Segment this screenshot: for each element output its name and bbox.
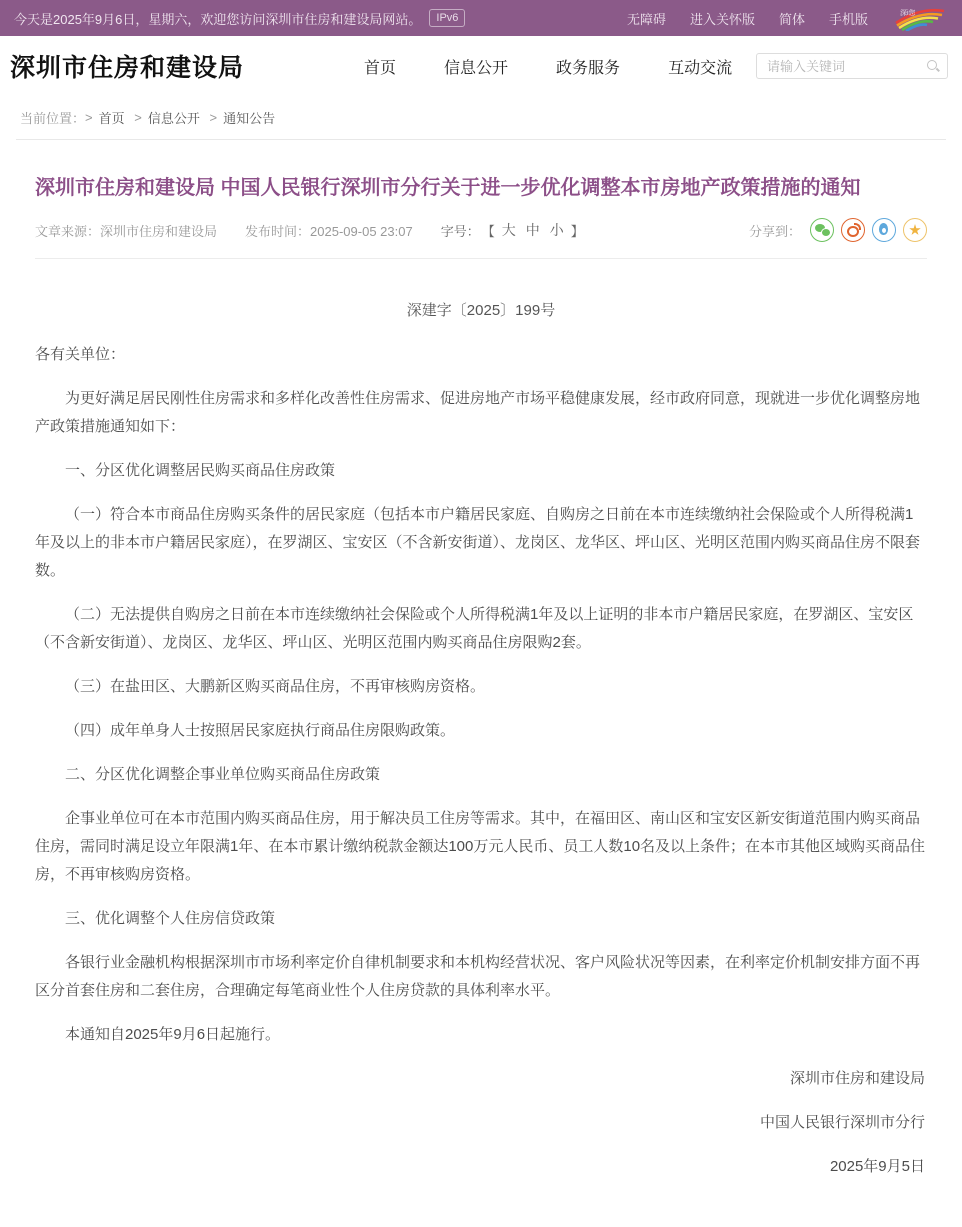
- breadcrumb-separator: >: [85, 110, 93, 125]
- share-icon[interactable]: [841, 218, 865, 242]
- breadcrumb-label: 当前位置：: [20, 111, 86, 126]
- share-icon[interactable]: [872, 218, 896, 242]
- breadcrumb-link[interactable]: 通知公告: [223, 111, 276, 126]
- article-meta: [35, 218, 927, 259]
- nav-item[interactable]: 首页: [364, 59, 397, 77]
- share-label: 分享到：: [748, 223, 801, 239]
- article-paragraph: 一、分区优化调整居民购买商品住房政策: [65, 462, 336, 479]
- nav-item[interactable]: 互动交流: [668, 59, 733, 77]
- nav-item[interactable]: 政务服务: [556, 59, 621, 77]
- topbar-welcome-area: [14, 9, 465, 28]
- document-number: 深建字〔2025〕199号: [406, 302, 556, 319]
- topbar-link[interactable]: 无障碍: [626, 11, 666, 27]
- breadcrumb-link[interactable]: 信息公开: [147, 111, 200, 126]
- publish-time-label: 发布时间：: [245, 223, 311, 239]
- breadcrumb: [16, 96, 946, 140]
- source-label: 文章来源：: [35, 223, 101, 239]
- article-paragraph: （三）在盐田区、大鹏新区购买商品住房，不再审核购房资格。: [65, 678, 486, 695]
- breadcrumb-link[interactable]: 首页: [98, 111, 125, 126]
- article: [16, 174, 946, 1227]
- breadcrumb-items: [85, 108, 281, 127]
- share-icon[interactable]: [903, 218, 927, 242]
- welcome-text: 今天是2025年9月6日，星期六，欢迎您访问深圳市住房和建设局网站。: [14, 11, 422, 27]
- site-header: [0, 36, 962, 96]
- document-paragraphs: [35, 341, 927, 1049]
- fontsize-control: [441, 220, 584, 240]
- source-value: 深圳市住房和建设局: [100, 223, 218, 239]
- article-paragraph: （一）符合本市商品住房购买条件的居民家庭（包括本市户籍居民家庭、自购房之日前在本市连续缴纳社会保险或个人所得税满1年及以上的非本市户籍居民家庭），在罗湖区、宝安区（不含新安街道）、龙岗区、龙华区、坪山区、光明区范围内购买商品住房不限套数。: [35, 506, 921, 579]
- svg-text:深i您: 深i您: [900, 10, 916, 17]
- site-title: 深圳市住房和建设局: [10, 54, 245, 82]
- article-paragraph: 企事业单位可在本市范围内购买商品住房，用于解决员工住房等需求。其中，在福田区、南山区和宝安区新安街道范围内购买商品住房，需同时满足设立年限满1年、在本市累计缴纳税款金额达100万元人民币、员工人数10名及以上条件；在本市其他区域购买商品住房，不再审核购房资格。: [35, 810, 926, 883]
- breadcrumb-separator: >: [134, 110, 142, 125]
- topbar-nav: [627, 9, 868, 28]
- article-paragraph: （二）无法提供自购房之日前在本市连续缴纳社会保险或个人所得税满1年及以上证明的非本市户籍居民家庭，在罗湖区、宝安区（不含新安街道）、龙岗区、龙华区、坪山区、光明区范围内购买商品住房限购2套。: [35, 606, 914, 651]
- share-icon[interactable]: [810, 218, 834, 242]
- share-box: [749, 218, 927, 242]
- article-paragraph: 各银行业金融机构根据深圳市市场利率定价自律机制要求和本机构经营状况、客户风险状况等因素，在利率定价机制安排方面不再区分首套住房和二套住房，合理确定每笔商业性个人住房贷款的具体利率水平。: [35, 954, 921, 999]
- topbar: [0, 0, 962, 36]
- fontsize-label: 字号：: [440, 223, 480, 239]
- fontsize-option[interactable]: 中: [525, 222, 540, 238]
- signature-line: 深圳市住房和建设局: [789, 1070, 925, 1087]
- nav-item[interactable]: 信息公开: [444, 59, 509, 77]
- article-paragraph: 各有关单位：: [35, 346, 126, 363]
- fontsize-bracket-close: 】: [570, 223, 584, 239]
- fontsize-bracket-open: 【: [481, 223, 495, 239]
- document-body: [35, 297, 927, 1227]
- fontsize-option[interactable]: 大: [501, 222, 516, 238]
- main-nav: [364, 55, 732, 78]
- article-paragraph: 本通知自2025年9月6日起施行。: [65, 1026, 281, 1043]
- article-paragraph: 二、分区优化调整企事业单位购买商品住房政策: [65, 766, 381, 783]
- article-paragraph: 为更好满足居民刚性住房需求和多样化改善性住房需求、促进房地产市场平稳健康发展，经市政府同意，现就进一步优化调整房地产政策措施通知如下：: [35, 390, 921, 435]
- breadcrumb-separator: >: [209, 110, 218, 125]
- topbar-link[interactable]: 手机版: [828, 11, 868, 27]
- signature-line: 中国人民银行深圳市分行: [759, 1114, 925, 1131]
- article-paragraph: （四）成年单身人士按照居民家庭执行商品住房限购政策。: [65, 722, 456, 739]
- signature-line: 2025年9月5日: [829, 1158, 925, 1175]
- search-input[interactable]: [756, 53, 948, 79]
- ipv6-badge: IPv6: [429, 9, 465, 27]
- fontsize-option[interactable]: 小: [549, 222, 564, 238]
- topbar-link[interactable]: 简体: [778, 11, 805, 27]
- publish-time-value: 2025-09-05 23:07: [310, 223, 413, 239]
- document-signatures: [35, 1065, 927, 1181]
- search-box: [756, 53, 948, 79]
- article-paragraph: 三、优化调整个人住房信贷政策: [65, 910, 276, 927]
- topbar-link[interactable]: 进入关怀版: [689, 11, 755, 27]
- topbar-links-area: [627, 5, 948, 31]
- rainbow-wing-logo-icon[interactable]: [892, 5, 948, 31]
- search-icon[interactable]: [926, 59, 940, 73]
- article-title: 深圳市住房和建设局 中国人民银行深圳市分行关于进一步优化调整本市房地产政策措施的通知: [35, 177, 861, 199]
